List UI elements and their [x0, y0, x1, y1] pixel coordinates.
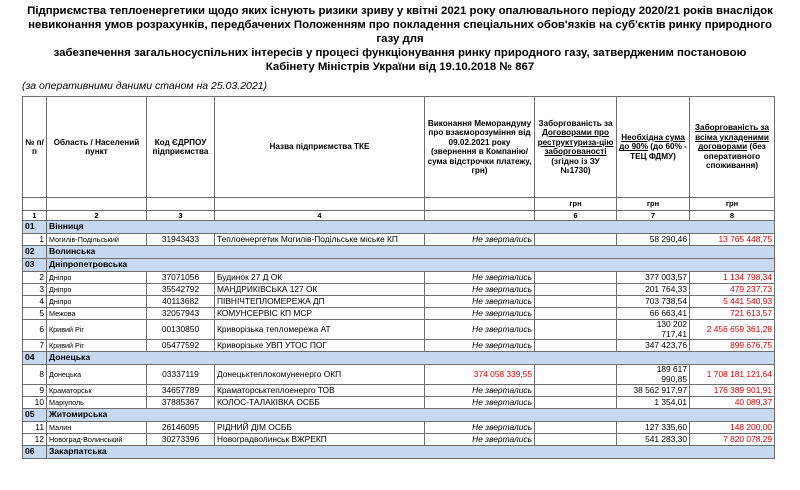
- row-c7: 541 283,30: [617, 434, 690, 446]
- region-code: 06: [23, 446, 47, 459]
- table-row: [23, 397, 775, 409]
- header-company-name: Назва підприємства ТКЕ: [215, 97, 425, 198]
- row-city: Донецька: [47, 365, 147, 385]
- row-c7: 201 764,33: [617, 284, 690, 296]
- colnum: 2: [47, 210, 147, 221]
- row-number: 2: [23, 272, 47, 284]
- row-c6: [535, 340, 617, 352]
- row-c6: [535, 397, 617, 409]
- row-city: Дніпро: [47, 284, 147, 296]
- row-c6: [535, 296, 617, 308]
- colnum: 6: [535, 210, 617, 221]
- row-c6: [535, 234, 617, 246]
- row-company: Теплоенергетик Могилів-Подільське міське КП: [215, 234, 425, 246]
- row-memo: Не звертались: [425, 397, 535, 409]
- row-c8: 148 200,00: [690, 422, 775, 434]
- row-memo: Не звертались: [425, 308, 535, 320]
- row-c8: 1 134 798,34: [690, 272, 775, 284]
- row-memo: Не звертались: [425, 422, 535, 434]
- region-name: Житомирська: [47, 409, 775, 422]
- table-row: [23, 320, 775, 340]
- header-restructuring-debt: Заборгованість за Договорами про реструктуриза-цію заборгованості (згідно із ЗУ №1730): [535, 97, 617, 198]
- row-c8: 899 676,75: [690, 340, 775, 352]
- row-c6: [535, 422, 617, 434]
- row-c7-line-1: 130 202: [656, 319, 687, 329]
- table-row: [23, 422, 775, 434]
- row-memo: Не звертались: [425, 385, 535, 397]
- row-c6: [535, 385, 617, 397]
- row-edrpou: 05477592: [147, 340, 215, 352]
- table-row: [23, 284, 775, 296]
- header-memorandum: Виконання Меморандуму про взаєморозуміння від 09.02.2021 року (звернення в Компанію/сума відстрочки платежу, грн): [425, 97, 535, 198]
- title-line-3: забезпечення загальносуспільних інтересів у процесі функціонування ринку природного газу, затвердженим постановою: [53, 47, 747, 59]
- row-c7: 38 562 917,97: [617, 385, 690, 397]
- row-c6: [535, 272, 617, 284]
- row-company: Краматорськтеплоенерго ТОВ: [215, 385, 425, 397]
- row-number: 12: [23, 434, 47, 446]
- row-company: МАНДРИКІВСЬКА 127 ОК: [215, 284, 425, 296]
- row-company: КОМУНСЕРВІС КП МСР: [215, 308, 425, 320]
- table-row: [23, 296, 775, 308]
- unit-c6: грн: [535, 198, 617, 211]
- region-name: Вінниця: [47, 221, 775, 234]
- row-c7: 703 738,54: [617, 296, 690, 308]
- row-city: Межова: [47, 308, 147, 320]
- colnum: [425, 210, 535, 221]
- row-c8: 1 708 181 121,64: [690, 365, 775, 385]
- table-row: [23, 434, 775, 446]
- table-row: [23, 385, 775, 397]
- row-edrpou: 00130850: [147, 320, 215, 340]
- row-company: РІДНИЙ ДІМ ОСББ: [215, 422, 425, 434]
- row-c7: 66 663,41: [617, 308, 690, 320]
- row-c8: 40 089,37: [690, 397, 775, 409]
- row-edrpou: 32057943: [147, 308, 215, 320]
- unit-c8: грн: [690, 198, 775, 211]
- region-name: Донецька: [47, 352, 775, 365]
- row-city: Дніпро: [47, 296, 147, 308]
- colnum: 1: [23, 210, 47, 221]
- row-number: 11: [23, 422, 47, 434]
- region-code: 01: [23, 221, 47, 234]
- row-edrpou: 40113682: [147, 296, 215, 308]
- table-row: [23, 340, 775, 352]
- row-c7: 347 423,76: [617, 340, 690, 352]
- row-number: 7: [23, 340, 47, 352]
- row-memo: Не звертались: [425, 272, 535, 284]
- row-edrpou: 03337119: [147, 365, 215, 385]
- row-number: 1: [23, 234, 47, 246]
- row-city: Кривий Ріг: [47, 320, 147, 340]
- row-number: 5: [23, 308, 47, 320]
- row-c7-line-2: 717,41: [661, 328, 687, 339]
- risk-table: [22, 96, 775, 459]
- region-row: [23, 409, 775, 422]
- row-city: Могилів-Подільський: [47, 234, 147, 246]
- row-c8: 13 765 448,75: [690, 234, 775, 246]
- row-memo: 374 058 339,55: [425, 365, 535, 385]
- row-city: Краматорськ: [47, 385, 147, 397]
- colnum: 8: [690, 210, 775, 221]
- region-row: [23, 352, 775, 365]
- row-memo: Не звертались: [425, 284, 535, 296]
- row-c7: 377 003,57: [617, 272, 690, 284]
- row-c7: [617, 320, 690, 340]
- row-number: 3: [23, 284, 47, 296]
- row-c6: [535, 320, 617, 340]
- table-row: [23, 308, 775, 320]
- row-memo: Не звертались: [425, 296, 535, 308]
- title-line-2: невиконання умов розрахунків, передбачених Положенням про покладення спеціальних обов'язків на суб'єктів ринку природного газу для: [28, 19, 772, 45]
- row-company: ПІВНІЧТЕПЛОМЕРЕЖА ДП: [215, 296, 425, 308]
- row-edrpou: 35542792: [147, 284, 215, 296]
- row-edrpou: 37885367: [147, 397, 215, 409]
- row-number: 6: [23, 320, 47, 340]
- row-number: 4: [23, 296, 47, 308]
- row-edrpou: 31943433: [147, 234, 215, 246]
- colnum: 7: [617, 210, 690, 221]
- region-row: [23, 246, 775, 259]
- region-code: 04: [23, 352, 47, 365]
- header-number: № п/п: [23, 97, 47, 198]
- row-company: Донецьктеплокомуненерго ОКП: [215, 365, 425, 385]
- region-row: [23, 259, 775, 272]
- region-name: Дніпропетровська: [47, 259, 775, 272]
- colnum: 3: [147, 210, 215, 221]
- title-line-1: Підприємства теплоенергетики щодо яких існують ризики зриву у квітні 2021 року опалювального періоду 2020/21 років внаслідок: [27, 5, 773, 17]
- row-c8: 721 613,57: [690, 308, 775, 320]
- row-c6: [535, 365, 617, 385]
- row-c7-line-2: 990,85: [661, 373, 687, 384]
- row-memo: Не звертались: [425, 234, 535, 246]
- header-edrpou: Код ЄДРПОУ підприємства: [147, 97, 215, 198]
- table-row: [23, 234, 775, 246]
- row-number: 10: [23, 397, 47, 409]
- row-c8: 5 441 540,93: [690, 296, 775, 308]
- row-city: Кривий Ріг: [47, 340, 147, 352]
- row-company: Новоградволинськ ВЖРЕКП: [215, 434, 425, 446]
- row-c6: [535, 434, 617, 446]
- row-c7: 127 335,60: [617, 422, 690, 434]
- row-c8: 479 237,73: [690, 284, 775, 296]
- row-c8: 2 456 659 361,28: [690, 320, 775, 340]
- region-name: Закарпатська: [47, 446, 775, 459]
- units-row: [23, 198, 775, 211]
- row-edrpou: 34657789: [147, 385, 215, 397]
- title-line-4: Кабінету Міністрів України від 19.10.2018 № 867: [265, 61, 535, 73]
- row-c8: 7 820 078,29: [690, 434, 775, 446]
- row-c7: 58 290,46: [617, 234, 690, 246]
- row-edrpou: 26146095: [147, 422, 215, 434]
- region-row: [23, 221, 775, 234]
- region-code: 03: [23, 259, 47, 272]
- region-row: [23, 446, 775, 459]
- row-company: Криворізька тепломережа АТ: [215, 320, 425, 340]
- row-number: 9: [23, 385, 47, 397]
- row-city: Дніпро: [47, 272, 147, 284]
- row-company: Будинок 27 Д ОК: [215, 272, 425, 284]
- row-memo: Не звертались: [425, 340, 535, 352]
- region-code: 05: [23, 409, 47, 422]
- header-row: [23, 97, 775, 198]
- table-row: [23, 365, 775, 385]
- document-title: [20, 4, 780, 74]
- header-region: Область / Населений пункт: [47, 97, 147, 198]
- header-required-sum: Необхідна сума до 90% (до 60% - ТЕЦ ФДМУ): [617, 97, 690, 198]
- header-total-debt: Заборгованість за всіма укладеними договорами (без оперативного споживання): [690, 97, 775, 198]
- row-memo: Не звертались: [425, 434, 535, 446]
- row-city: Новоград-Волинський: [47, 434, 147, 446]
- data-date-note: (за оперативними даними станом на 25.03.2021): [22, 80, 268, 92]
- column-numbers-row: [23, 210, 775, 221]
- row-city: Маріуполь: [47, 397, 147, 409]
- unit-c7: грн: [617, 198, 690, 211]
- row-c7: 1 354,01: [617, 397, 690, 409]
- row-c6: [535, 284, 617, 296]
- row-edrpou: 37071056: [147, 272, 215, 284]
- colnum: 4: [215, 210, 425, 221]
- table-row: [23, 272, 775, 284]
- row-c7: [617, 365, 690, 385]
- row-company: КОЛОС-ТАЛАКІВКА ОСББ: [215, 397, 425, 409]
- row-memo: Не звертались: [425, 320, 535, 340]
- row-city: Малин: [47, 422, 147, 434]
- row-number: 8: [23, 365, 47, 385]
- row-c6: [535, 308, 617, 320]
- row-c7-line-1: 189 617: [656, 364, 687, 374]
- region-code: 02: [23, 246, 47, 259]
- row-edrpou: 30273396: [147, 434, 215, 446]
- row-c8: 176 389 901,91: [690, 385, 775, 397]
- region-name: Волинська: [47, 246, 775, 259]
- row-company: Криворізьке УВП УТОС ПОГ: [215, 340, 425, 352]
